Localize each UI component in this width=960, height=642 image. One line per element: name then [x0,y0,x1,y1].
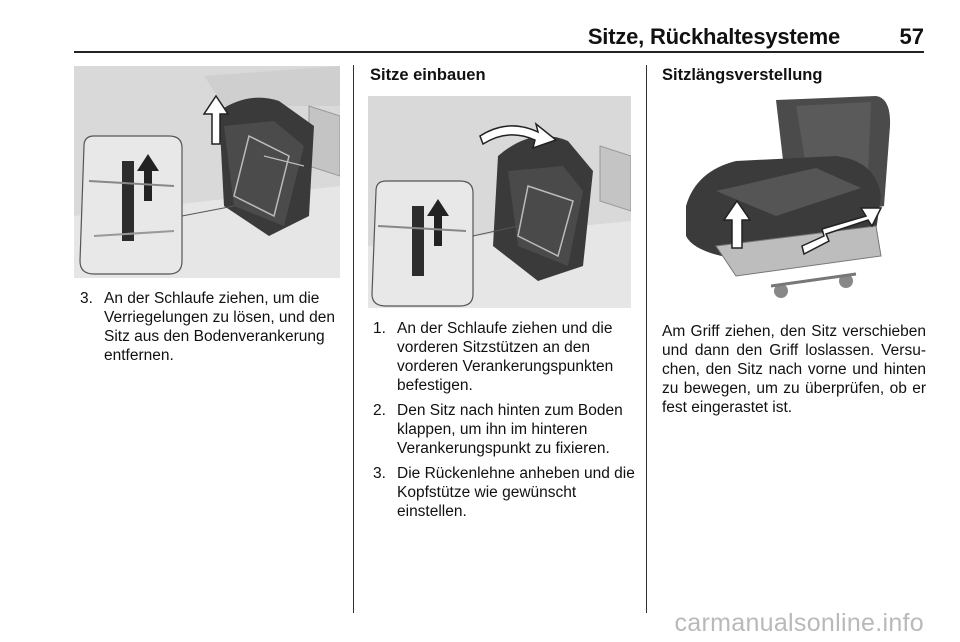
page-number: 57 [899,24,924,49]
section-heading-seat-install: Sitze einbauen [370,66,486,84]
step-number: 3. [373,465,386,482]
column-divider-right [646,65,647,613]
install-steps [373,319,635,527]
seat-install-illustration [368,96,631,308]
step-text: An der Schlaufe ziehen und die vorderen Sitzstützen an den vorderen Verankerungspunkten befestigen. [397,320,614,394]
adjust-instructions: Am Griff ziehen, den Sitz verschieben und dann den Griff loslassen. Versuchen, den Sitz nach vorne und hinten zu bewegen, um zu überprüfen, ob er fest eingerastet ist. [662,323,926,416]
step-number: 1. [373,320,386,337]
list-item [373,401,635,458]
column-divider-left [353,65,354,613]
step-number: 3. [80,290,93,307]
list-item [373,319,635,395]
step-text: Den Sitz nach hinten zum Boden klappen, um ihn im hinteren Verankerungspunkt zu fixieren. [397,402,623,457]
removal-steps [80,289,342,371]
step-number: 2. [373,402,386,419]
header-rule [74,51,924,53]
list-item [80,289,342,365]
page-title: Sitze, Rückhaltesysteme [587,24,840,49]
section-heading-seat-adjust: Sitzlängsverstellung [662,66,823,84]
seat-removal-illustration [74,66,340,278]
list-item [373,464,635,521]
step-text: An der Schlaufe ziehen, um die Verriegelungen zu lösen, und den Sitz aus den Bodenverankerung entfernen. [104,290,335,364]
seat-adjust-illustration [676,96,912,306]
step-text: Die Rückenlehne anheben und die Kopfstütze wie gewünscht einstellen. [397,465,635,520]
watermark: carmanualsonline.info [674,609,924,637]
